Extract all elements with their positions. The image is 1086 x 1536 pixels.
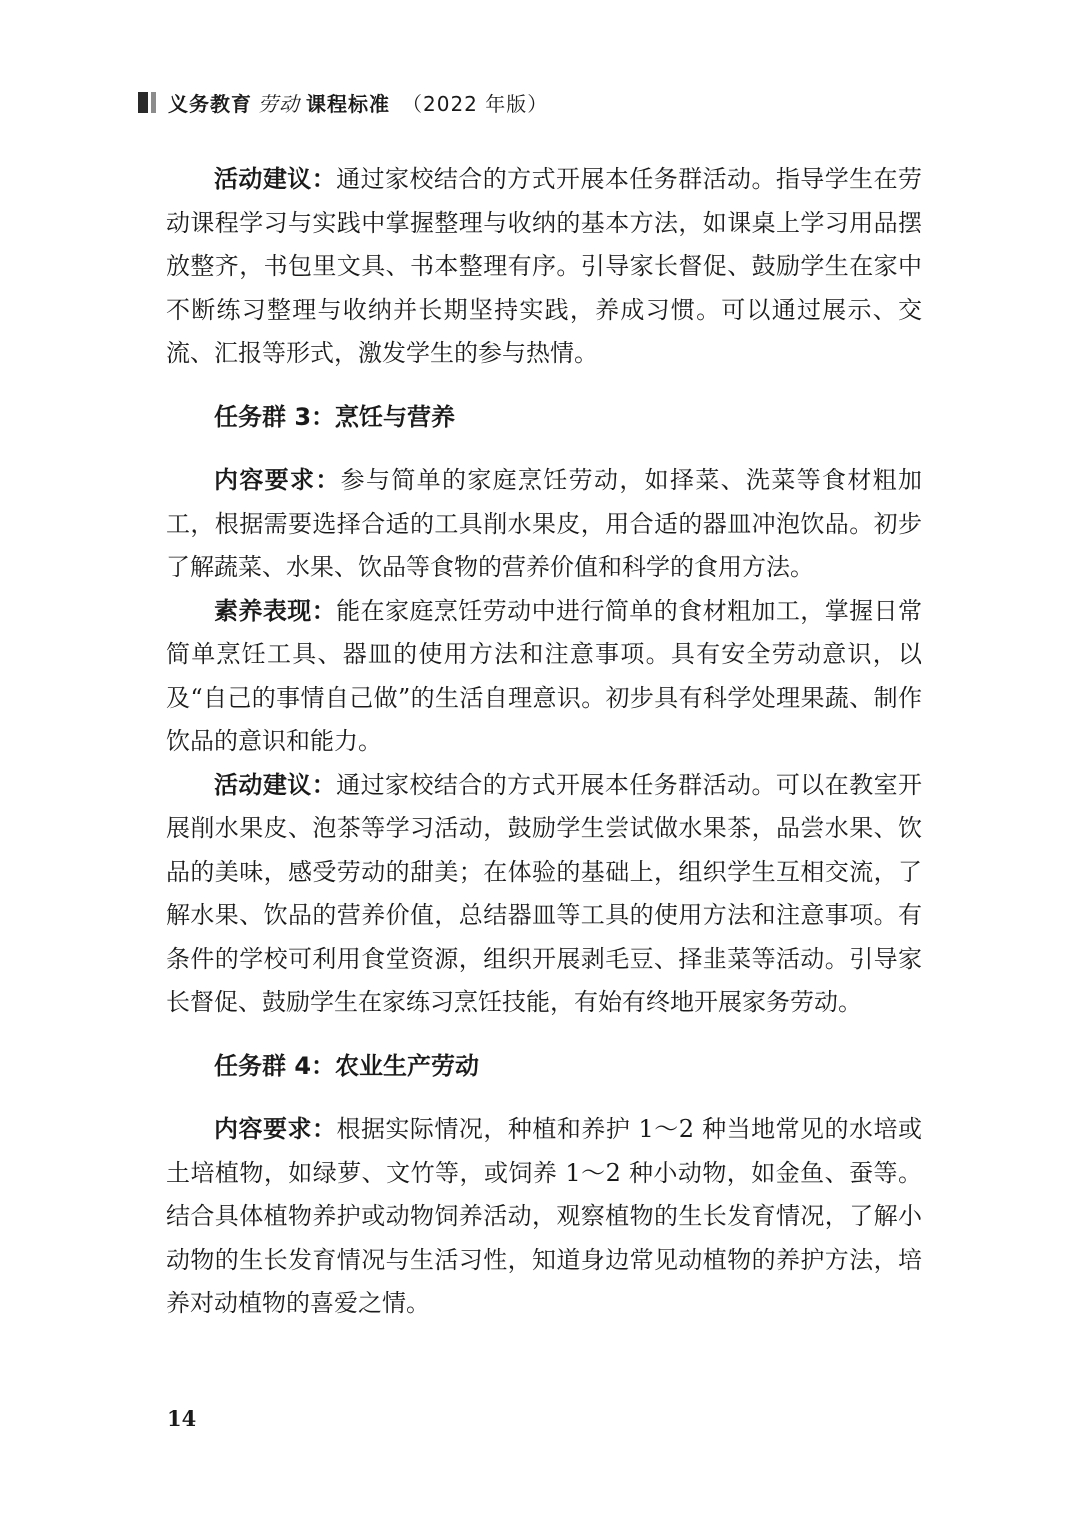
paragraph-label: 素养表现：	[214, 596, 337, 625]
task-group-4-heading: 任务群 4：农业生产劳动	[214, 1051, 480, 1080]
page-body	[166, 158, 922, 1326]
paragraph-label: 内容要求：	[214, 466, 341, 494]
header-edition: （2022 年版）	[402, 92, 549, 116]
paragraph-text: 能在家庭烹饪劳动中进行简单的食材粗加工，掌握日常简单烹饪工具、器皿的使用方法和注意事项。具有安全劳动意识，以及“自己的事情自己做”的生活自理意识。初步具有科学处理果蔬、制作饮品的意识和能力。	[166, 596, 923, 755]
paragraph-label: 活动建议：	[214, 770, 337, 799]
header-bar-icon	[138, 92, 156, 113]
header-title-italic: 劳动	[258, 92, 300, 116]
running-header	[138, 88, 548, 117]
activity-suggestion-paragraph	[166, 158, 922, 376]
paragraph-text: 根据实际情况，种植和养护 1～2 种当地常见的水培或土培植物，如绿萝、文竹等，或饲养 1～2 种小动物，如金鱼、蚕等。结合具体植物养护或动物饲养活动，观察植物的生长发育情况，了解小动物的生长发育情况与生活习性，知道身边常见动植物的养护方法，培养对动植物的喜爱之情。	[166, 1115, 923, 1317]
header-title-part2: 课程标准	[306, 92, 390, 116]
paragraph-text: 通过家校结合的方式开展本任务群活动。指导学生在劳动课程学习与实践中掌握整理与收纳的基本方法，如课桌上学习用品摆放整齐，书包里文具、书本整理有序。引导家长督促、鼓励学生在家中不断练习整理与收纳并长期坚持实践，养成习惯。可以通过展示、交流、汇报等形式，激发学生的参与热情。	[166, 165, 923, 367]
paragraph-text: 参与简单的家庭烹饪劳动，如择菜、洗菜等食材粗加工，根据需要选择合适的工具削水果皮，用合适的器皿冲泡饮品。初步了解蔬菜、水果、饮品等食物的营养价值和科学的食用方法。	[166, 466, 923, 581]
literacy-performance-paragraph	[166, 590, 922, 764]
page-number: 14	[167, 1406, 197, 1431]
activity-suggestion-paragraph	[166, 764, 922, 1025]
paragraph-text: 通过家校结合的方式开展本任务群活动。可以在教室开展削水果皮、泡茶等学习活动，鼓励学生尝试做水果茶，品尝水果、饮品的美味，感受劳动的甜美；在体验的基础上，组织学生互相交流，了解水果、饮品的营养价值，总结器皿等工具的使用方法和注意事项。有条件的学校可利用食堂资源，组织开展剥毛豆、择韭菜等活动。引导家长督促、鼓励学生在家练习烹饪技能，有始有终地开展家务劳动。	[166, 770, 923, 1016]
header-title-part1: 义务教育	[168, 92, 252, 116]
paragraph-label: 内容要求：	[214, 1115, 337, 1143]
content-requirement-paragraph	[166, 1108, 922, 1326]
task-group-3-heading: 任务群 3：烹饪与营养	[214, 402, 456, 431]
paragraph-label: 活动建议：	[214, 165, 337, 193]
content-requirement-paragraph	[166, 459, 922, 590]
